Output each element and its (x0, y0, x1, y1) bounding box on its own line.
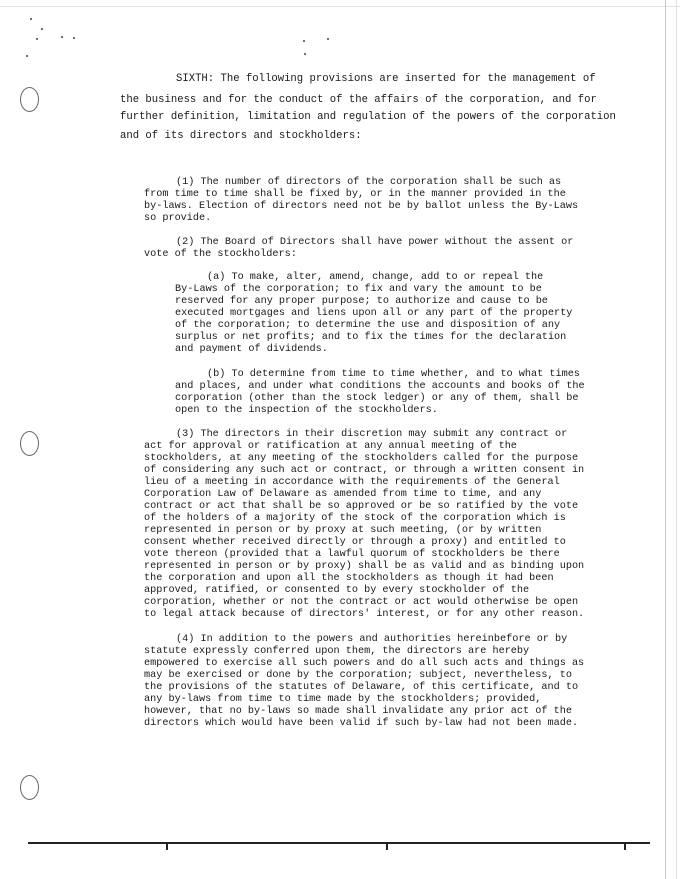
intro-line: and of its directors and stockholders: (120, 130, 362, 142)
para4-line: may be exercised or done by the corporation; subject, nevertheless, to (144, 670, 572, 681)
para3-line: represented in person or by proxy at such meeting, (or by written (144, 525, 542, 536)
para3-line: approved, ratified, or consented to by every stockholder of the (144, 585, 530, 596)
para1-line: by-laws. Election of directors need not be by ballot unless the By-Laws (144, 201, 579, 212)
intro-line: further definition, limitation and regulation of the powers of the corporation (120, 111, 616, 123)
para3-line: the corporation and upon all the stockholders as though it had been (144, 573, 554, 584)
para3-line: stockholders, at any meeting of the stockholders called for the purpose (144, 453, 579, 464)
para3-line: corporation, whether or not the contract or act would otherwise be open (144, 597, 579, 608)
para3-line: Corporation Law of Delaware as amended from time to time, and any (144, 489, 542, 500)
bottom-rule-tick (386, 842, 388, 850)
bottom-rule-tick (166, 842, 168, 850)
para4-line: (4) In addition to the powers and authorities hereinbefore or by (176, 634, 568, 645)
scan-speck (303, 40, 305, 42)
scan-speck (41, 28, 43, 30)
para3-line: act for approval or ratification at any annual meeting of the (144, 441, 517, 452)
para2a-line: of the corporation; to determine the use and disposition of any (175, 320, 561, 331)
para2b-line: (b) To determine from time to time whether, and to what times (207, 369, 580, 380)
para2a-line: executed mortgages and liens upon all or any part of the property (175, 308, 573, 319)
para1-line: (1) The number of directors of the corporation shall be such as (176, 177, 562, 188)
para3-line: vote thereon (provided that a lawful quorum of stockholders be there (144, 549, 560, 560)
para1-line: from time to time shall be fixed by, or in the manner provided in the (144, 189, 566, 200)
scan-edge-right (665, 0, 666, 879)
scan-edge-top (0, 6, 680, 7)
para2-line: (2) The Board of Directors shall have power without the assent or (176, 237, 574, 248)
para3-line: (3) The directors in their discretion may submit any contract or (176, 429, 568, 440)
scan-speck (30, 18, 32, 20)
para1-line: so provide. (144, 213, 212, 224)
intro-line: the business and for the conduct of the affairs of the corporation, and for (120, 94, 597, 106)
para3-line: contract or act that shall be so approved or be so ratified by the vote (144, 501, 579, 512)
para2b-line: and places, and under what conditions the accounts and books of the (175, 381, 585, 392)
para2a-line: surplus or net profits; and to fix the times for the declaration (175, 332, 567, 343)
para3-line: to legal attack because of directors' interest, or for any other reason. (144, 609, 585, 620)
para4-line: statute expressly conferred upon them, the directors are hereby (144, 646, 530, 657)
scan-speck (26, 55, 28, 57)
para4-line: any by-laws from time to time made by the stockholders; provided, (144, 694, 542, 705)
para2a-line: and payment of dividends. (175, 344, 328, 355)
para2b-line: open to the inspection of the stockholders. (175, 405, 438, 416)
scan-speck (327, 38, 329, 40)
scan-speck (304, 53, 306, 55)
para3-line: of the holders of a majority of the stock of the corporation which is (144, 513, 566, 524)
punch-hole-icon (20, 775, 39, 800)
bottom-rule-tick (624, 842, 626, 850)
para2b-line: corporation (other than the stock ledger) or any of them, shall be (175, 393, 579, 404)
punch-hole-icon (20, 87, 39, 112)
para4-line: however, that no by-laws so made shall invalidate any prior act of the (144, 706, 572, 717)
page-bottom-rule (28, 842, 650, 844)
para3-line: represented in person or by proxy) shall be as valid and as binding upon (144, 561, 585, 572)
para4-line: the provisions of the statutes of Delaware, of this certificate, and to (144, 682, 579, 693)
para4-line: directors which would have been valid if such by-law had not been made. (144, 718, 579, 729)
punch-hole-icon (20, 431, 39, 456)
scan-speck (61, 36, 63, 38)
para2a-line: reserved for any proper purpose; to authorize and cause to be (175, 296, 548, 307)
scan-speck (36, 38, 38, 40)
para4-line: empowered to exercise all such powers and do all such acts and things as (144, 658, 585, 669)
para3-line: lieu of a meeting in accordance with the requirements of the General (144, 477, 560, 488)
para2a-line: (a) To make, alter, amend, change, add to or repeal the (207, 272, 544, 283)
scan-speck (73, 37, 75, 39)
scan-edge-right-outer (676, 0, 677, 879)
para2a-line: By-Laws of the corporation; to fix and vary the amount to be (175, 284, 542, 295)
para3-line: of considering any such act or contract, or through a written consent in (144, 465, 585, 476)
para2-line: vote of the stockholders: (144, 249, 297, 260)
intro-line: SIXTH: The following provisions are inserted for the management of (176, 73, 596, 85)
para3-line: consent whether received directly or through a proxy) and entitled to (144, 537, 566, 548)
